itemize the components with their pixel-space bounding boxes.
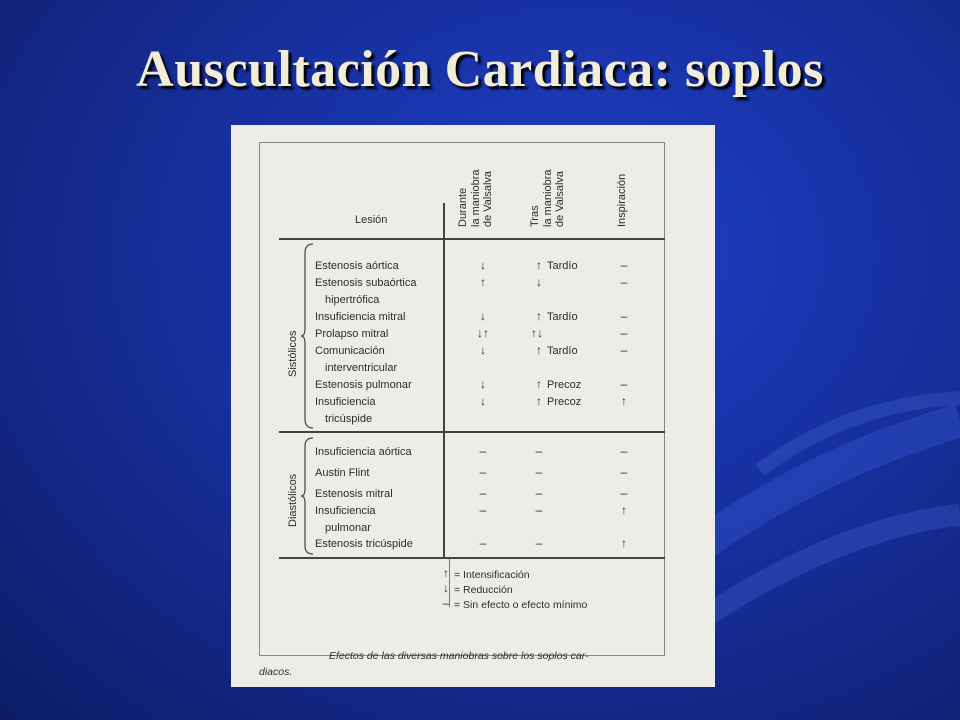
row-lesion-label: Estenosis subaórtica bbox=[315, 277, 417, 289]
cell-inspiracion: ↑ bbox=[621, 394, 627, 408]
cell-durante: ↓ bbox=[480, 258, 486, 272]
cell-tras: ↑↓ bbox=[531, 326, 543, 340]
row-lesion-label: Comunicación bbox=[315, 345, 385, 357]
legend-item-intensificacion: = Intensificación bbox=[454, 569, 530, 581]
cell-tras-note: Precoz bbox=[547, 396, 582, 408]
cell-tras: – bbox=[535, 486, 543, 500]
row-lesion-label: interventricular bbox=[325, 362, 398, 374]
cell-tras-note: Tardío bbox=[547, 311, 578, 323]
slide-title: Auscultación Cardiaca: soplos bbox=[136, 41, 824, 98]
legend-symbol-up: ↑ bbox=[443, 566, 449, 580]
cell-tras: ↑ bbox=[536, 258, 542, 272]
header-tras: Tras la maniobra de Valsalva bbox=[529, 169, 567, 227]
cell-durante: – bbox=[479, 465, 487, 479]
cell-tras-note: Tardío bbox=[547, 345, 578, 357]
cell-tras: – bbox=[535, 465, 543, 479]
cell-durante: – bbox=[479, 444, 487, 458]
cell-tras: – bbox=[535, 444, 543, 458]
cell-inspiracion: – bbox=[620, 343, 628, 357]
cell-tras: – bbox=[535, 503, 543, 517]
row-lesion-label: tricúspide bbox=[325, 413, 373, 425]
cell-tras: ↑ bbox=[536, 377, 542, 391]
row-lesion-label: Insuficiencia mitral bbox=[315, 311, 406, 323]
cell-durante: ↑ bbox=[480, 275, 486, 289]
cell-durante: ↓ bbox=[480, 343, 486, 357]
cell-durante: ↓ bbox=[480, 394, 486, 408]
cell-tras: – bbox=[535, 536, 543, 550]
figure-caption-line2: diacos. bbox=[259, 666, 293, 678]
column-divider-bottom bbox=[443, 433, 445, 557]
group-label-diastolicos: Diastólicos bbox=[287, 473, 299, 527]
cell-inspiracion: – bbox=[620, 486, 628, 500]
group-separator bbox=[279, 431, 665, 433]
cell-inspiracion: – bbox=[620, 258, 628, 272]
row-lesion-label: Insuficiencia bbox=[315, 396, 376, 408]
cell-tras-note: Precoz bbox=[547, 379, 582, 391]
legend-symbol-down: ↓ bbox=[443, 581, 449, 595]
cell-durante: – bbox=[479, 536, 487, 550]
cell-tras: ↑ bbox=[536, 343, 542, 357]
cell-inspiracion: – bbox=[620, 444, 628, 458]
row-lesion-label: Austin Flint bbox=[315, 467, 370, 479]
cell-durante: ↓ bbox=[480, 377, 486, 391]
row-lesion-label: hipertrófica bbox=[325, 294, 380, 306]
cell-inspiracion: – bbox=[620, 465, 628, 479]
cell-inspiracion: ↑ bbox=[621, 503, 627, 517]
cell-inspiracion: – bbox=[620, 377, 628, 391]
cell-tras-note: Tardío bbox=[547, 260, 578, 272]
cell-inspiracion: – bbox=[620, 309, 628, 323]
legend-item-reduccion: = Reducción bbox=[454, 584, 513, 596]
cell-inspiracion: – bbox=[620, 326, 628, 340]
cell-inspiracion: – bbox=[620, 275, 628, 289]
scanned-table-image bbox=[231, 125, 715, 687]
legend-symbol-dash: – bbox=[442, 596, 450, 610]
row-lesion-label: Estenosis tricúspide bbox=[315, 538, 413, 550]
cell-tras: ↑ bbox=[536, 394, 542, 408]
cell-durante: ↓ bbox=[480, 309, 486, 323]
figure-caption-line1: Efectos de las diversas maniobras sobre los soplos car- bbox=[329, 650, 589, 662]
cell-durante: – bbox=[479, 486, 487, 500]
row-lesion-label: Estenosis mitral bbox=[315, 488, 393, 500]
systolic-brace bbox=[301, 243, 315, 429]
header-rule bbox=[279, 238, 665, 240]
row-lesion-label: Prolapso mitral bbox=[315, 328, 389, 340]
header-inspiracion: Inspiración bbox=[616, 173, 628, 227]
group-label-sistolicos: Sistólicos bbox=[287, 330, 299, 377]
cell-tras: ↓ bbox=[536, 275, 542, 289]
row-lesion-label: pulmonar bbox=[325, 522, 371, 534]
row-lesion-label: Insuficiencia aórtica bbox=[315, 446, 412, 458]
row-lesion-label: Estenosis aórtica bbox=[315, 260, 399, 272]
header-durante: Durante la maniobra de Valsalva bbox=[457, 169, 495, 227]
column-divider-top bbox=[443, 203, 445, 431]
row-lesion-label: Insuficiencia bbox=[315, 505, 376, 517]
legend-item-sin-efecto: = Sin efecto o efecto mínimo bbox=[454, 599, 588, 611]
diastolic-brace bbox=[301, 437, 315, 555]
header-lesion: Lesión bbox=[355, 214, 388, 226]
cell-durante: – bbox=[479, 503, 487, 517]
table-bottom-rule bbox=[279, 557, 665, 559]
cell-durante: ↓↑ bbox=[477, 326, 489, 340]
cell-inspiracion: ↑ bbox=[621, 536, 627, 550]
cell-tras: ↑ bbox=[536, 309, 542, 323]
row-lesion-label: Estenosis pulmonar bbox=[315, 379, 412, 391]
